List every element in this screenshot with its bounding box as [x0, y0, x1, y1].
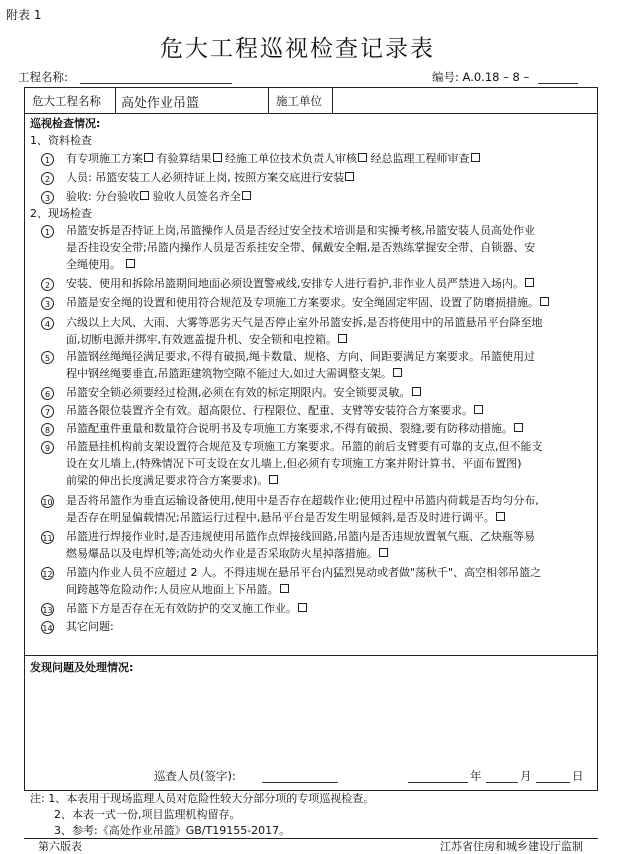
- col-divider-3: [332, 87, 333, 113]
- item-number: 12: [41, 567, 54, 580]
- note-3: 3、参考:《高处作业吊篮》GB/T19155-2017。: [54, 824, 291, 837]
- checkbox[interactable]: [269, 475, 278, 484]
- checklist-item-line: 是否存在明显偏载情况;吊篮运行过程中,悬吊平台是否发生明显倾斜,是否及时进行调平。: [66, 511, 505, 525]
- date-month-field[interactable]: [486, 782, 518, 783]
- hazard-project-label: 危大工程名称: [32, 94, 101, 108]
- col-divider-1: [115, 87, 116, 113]
- checklist-item-line: 吊篮安全锁必须要经过检测,必须在有效的标定期限内。安全锁要灵敏。: [66, 386, 421, 400]
- checkbox[interactable]: [345, 172, 354, 181]
- date-year-field[interactable]: [408, 782, 468, 783]
- item-number: 3: [41, 191, 54, 204]
- date-year-label: 年: [470, 769, 482, 783]
- findings-divider: [24, 655, 598, 656]
- checklist-item-line: 程中钢丝绳要垂直,吊篮距建筑物空隙不能过大,如过大需调整支架。: [66, 367, 402, 381]
- item-number: 2: [41, 172, 54, 185]
- checklist-item-line: 是否将吊篮作为垂直运输设备使用,使用中是否存在超载作业;使用过程中吊篮内荷载是否均匀分布,: [66, 494, 539, 507]
- checkbox[interactable]: [213, 153, 222, 162]
- date-month-label: 月: [520, 769, 532, 783]
- inspector-label: 巡查人员(签字):: [154, 769, 236, 783]
- checklist-item: 有专项施工方案 有验算结果 经施工单位技术负责人审核 经总监理工程师审查: [66, 152, 480, 166]
- item-number: 2: [41, 278, 54, 291]
- checkbox[interactable]: [242, 191, 251, 200]
- checkbox[interactable]: [412, 387, 421, 396]
- checklist-item-line: 吊篮内作业人员不应超过 2 人。不得违规在悬吊平台内猛烈晃动或者做"荡秋千"、高空相邻吊篮之: [66, 566, 542, 579]
- item-number: 8: [41, 423, 54, 436]
- item-number: 4: [41, 317, 54, 330]
- date-day-label: 日: [572, 769, 584, 783]
- item-number: 1: [41, 153, 54, 166]
- checklist-item: 验收: 分台验收 验收人员签名齐全: [66, 190, 251, 204]
- header-row-divider: [24, 113, 598, 114]
- checklist-item-line: 吊篮进行焊接作业时,是否违规使用吊篮作点焊接线回路,吊篮内是否违规放置氧气瓶、乙炔瓶等易: [66, 530, 535, 543]
- checklist-item-line: 前梁的伸出长度满足要求符合方案要求)。: [66, 474, 278, 488]
- item-number: 14: [41, 621, 54, 634]
- checkbox[interactable]: [358, 153, 367, 162]
- checkbox[interactable]: [280, 584, 289, 593]
- checkbox[interactable]: [338, 334, 347, 343]
- col-divider-2: [268, 87, 269, 113]
- checklist-item-line: 安装、使用和拆除吊篮期间地面必须设置警戒线,安排专人进行看护,非作业人员严禁进入场内。: [66, 277, 534, 291]
- checklist-item-line: 其它问题:: [66, 620, 114, 633]
- checklist-item-line: 全绳使用。: [66, 258, 135, 272]
- footer-rule: [24, 838, 598, 839]
- section1-title: 1、资料检查: [30, 134, 92, 147]
- item-number: 10: [41, 495, 54, 508]
- edition-label: 第六版表: [38, 840, 82, 853]
- item-number: 9: [41, 441, 54, 454]
- checkbox[interactable]: [514, 423, 523, 432]
- item-number: 11: [41, 531, 54, 544]
- findings-label: 发现问题及处理情况:: [30, 661, 134, 674]
- checklist-item-line: 间跨越等危险动作;人员应从地面上下吊篮。: [66, 583, 289, 597]
- checklist-item-line: 六级以上大风、大雨、大雾等恶劣天气是否停止室外吊篮安拆,是否将使用中的吊篮悬吊平台降至地: [66, 316, 543, 329]
- checklist-item-line: 是否挂设安全带;吊篮内操作人员是否系挂安全带、佩戴安全帽,是否熟练掌握安全带、自锁器、安: [66, 241, 536, 254]
- checklist-item-line: 吊篮配重件重量和数量符合说明书及专项施工方案要求,不得有破损、裂缝,要有防移动措施。: [66, 422, 523, 436]
- note-2: 2、本表一式一份,项目监理机构留存。: [54, 808, 241, 821]
- checklist-item-line: 吊篮各限位装置齐全有效。超高限位、行程限位、配重、支臂等安装符合方案要求。: [66, 404, 483, 418]
- inspector-signature-field[interactable]: [262, 782, 338, 783]
- inspection-heading: 巡视检查情况:: [30, 117, 101, 130]
- item-number: 6: [41, 387, 54, 400]
- checklist-item-line: 吊篮钢丝绳绳径满足要求,不得有破损,绳卡数量、规格、方向、间距要满足方案要求。吊篮使用过: [66, 350, 535, 363]
- section2-title: 2、现场检查: [30, 207, 92, 220]
- construction-unit-label: 施工单位: [276, 94, 322, 108]
- checklist-item: 人员: 吊篮安装工人必须持证上岗, 按照方案交底进行安装: [66, 171, 354, 185]
- issuer-label: 江苏省住房和城乡建设厅监制: [440, 840, 583, 853]
- checkbox[interactable]: [474, 405, 483, 414]
- checklist-item-line: 燃易爆品以及电焊机等;高处动火作业是否采取防火星掉落措施。: [66, 547, 388, 561]
- checklist-item-line: 吊篮安拆是否持证上岗,吊篮操作人员是否经过安全技术培训是和实操考核,吊篮安装人员高处作业: [66, 224, 535, 237]
- checkbox[interactable]: [140, 191, 149, 200]
- note-1: 注: 1、本表用于现场监理人员对危险性较大分部分项的专项巡视检查。: [30, 792, 375, 805]
- checkbox[interactable]: [525, 278, 534, 287]
- checkbox[interactable]: [393, 368, 402, 377]
- number-label: 编号: A.0.18 – 8 –: [432, 70, 530, 84]
- hazard-project-value[interactable]: 高处作业吊篮: [121, 96, 200, 111]
- checklist-item-line: 吊篮是安全绳的设置和使用符合规范及专项施工方案要求。安全绳固定牢固、设置了防磨损措施。: [66, 296, 549, 310]
- checkbox[interactable]: [496, 512, 505, 521]
- checklist-item-line: 设在女儿墙上,(特殊情况下可支设在女儿墙上,但必须有专项施工方案并附计算书、平面布置图): [66, 457, 522, 470]
- page-title: 危大工程巡视检查记录表: [160, 36, 435, 62]
- item-number: 5: [41, 351, 54, 364]
- project-name-label: 工程名称:: [18, 70, 68, 84]
- checklist-item-line: 吊篮下方是否存在无有效防护的交叉施工作业。: [66, 602, 307, 616]
- checkbox[interactable]: [379, 548, 388, 557]
- checkbox[interactable]: [298, 603, 307, 612]
- checkbox[interactable]: [126, 259, 135, 268]
- checklist-item-line: 面,切断电源并绑牢,有效遮盖提升机、安全锁和电控箱。: [66, 333, 347, 347]
- checklist-item-line: 吊篮悬挂机构前支架设置符合规范及专项施工方案要求。吊篮的前后支臂要有可靠的支点,但不能支: [66, 440, 543, 453]
- number-field[interactable]: [538, 83, 578, 84]
- item-number: 7: [41, 405, 54, 418]
- attachment-label: 附表 1: [6, 8, 42, 22]
- item-number: 3: [41, 297, 54, 310]
- item-number: 13: [41, 603, 54, 616]
- project-name-field[interactable]: [80, 83, 232, 84]
- checkbox[interactable]: [144, 153, 153, 162]
- date-day-field[interactable]: [536, 782, 570, 783]
- checkbox[interactable]: [471, 153, 480, 162]
- checkbox[interactable]: [540, 297, 549, 306]
- item-number: 1: [41, 225, 54, 238]
